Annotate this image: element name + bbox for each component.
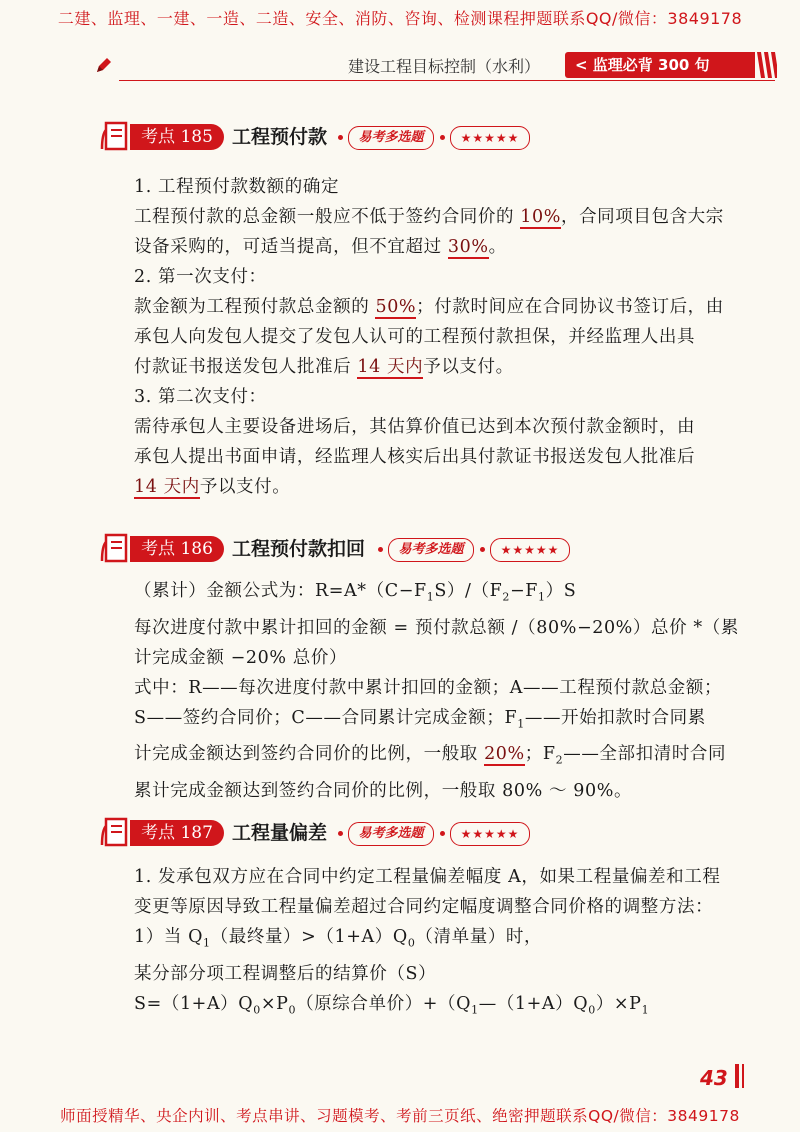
kaodian-label: 考点 186: [130, 536, 224, 562]
star-rating: ★★★★★: [450, 126, 530, 150]
difficulty-badge: 易考多选题: [348, 126, 434, 150]
text-run: 1）当 Q: [134, 927, 204, 947]
body-line: [134, 703, 754, 740]
kaodian-label: 考点 187: [130, 820, 224, 846]
notebook-icon: [100, 816, 130, 848]
body-line: [134, 922, 754, 959]
text-run: 2. 第一次支付：: [134, 267, 267, 287]
body-line: [134, 862, 754, 892]
page-header: [95, 52, 775, 82]
body-line: [134, 673, 754, 703]
text-run: 需待承包人主要设备进场后，其估算价值已达到本次预付款金额时，由: [134, 417, 696, 437]
text-run: 付款证书报送发包人批准后: [134, 357, 358, 377]
body-line: [134, 412, 754, 442]
header-rule: [119, 80, 775, 81]
text-run: 3. 第二次支付：: [134, 387, 267, 407]
text-run: ；付款时间应在合同协议书签订后，由: [416, 297, 724, 317]
highlighted-value: 10%: [520, 207, 561, 227]
subscript: 1: [538, 590, 546, 604]
text-run: 。: [488, 237, 507, 257]
highlighted-value: 30%: [447, 237, 489, 257]
subscript: 1: [426, 590, 435, 604]
text-run: 工程预付款的总金额一般应不低于签约合同价的: [134, 207, 521, 227]
text-run: 累计完成金额达到签约合同价的比例，一般取 80% ～ 90%。: [134, 780, 633, 801]
text-run: 1. 发承包双方应在合同中约定工程量偏差幅度 A，如果工程量偏差和工程: [134, 867, 721, 887]
kaodian-title: 工程预付款: [232, 126, 328, 148]
highlighted-value: 20%: [484, 744, 525, 764]
subscript: 0: [288, 1003, 297, 1016]
kaodian-187-body: [134, 862, 754, 1025]
text-run: 承包人向发包人提交了发包人认可的工程预付款担保，并经监理人出具: [134, 327, 696, 347]
text-run: −F: [509, 581, 538, 601]
body-line: [134, 382, 754, 412]
top-banner: 二建、监理、一建、一造、二造、安全、消防、咨询、检测课程押题联系QQ/微信：3849178: [57, 9, 743, 28]
body-line: [134, 232, 754, 262]
text-run: ——全部扣清时合同: [563, 744, 727, 764]
text-run: 式中：R——每次进度付款中累计扣回的金额；A——工程预付款总金额；: [134, 677, 723, 698]
kaodian-185-heading: [100, 120, 620, 154]
text-run: 某分部分项工程调整后的结算价（S）: [134, 963, 437, 984]
subscript: 1: [517, 717, 525, 730]
star-rating: ★★★★★: [490, 538, 570, 562]
text-run: （累计）金额公式为：R=A*（C−F: [134, 581, 427, 601]
kaodian-title: 工程预付款扣回: [232, 538, 366, 560]
text-run: 承包人提出书面申请，经监理人核实后出具付款证书报送发包人批准后: [134, 447, 696, 467]
text-run: 1. 工程预付款数额的确定: [134, 177, 340, 197]
kaodian-187-heading: [100, 816, 620, 850]
body-line: [134, 352, 754, 382]
bottom-banner: 师面授精华、央企内训、考点串讲、习题模考、考前三页纸、绝密押题联系QQ/微信：3849178: [60, 1107, 740, 1125]
text-run: 款金额为工程预付款总金额的: [134, 297, 376, 317]
body-line: [134, 776, 754, 806]
highlighted-value: 50%: [375, 297, 417, 317]
subscript: 1: [641, 1003, 650, 1016]
pencil-icon: [95, 56, 113, 74]
subscript: 1: [471, 1003, 479, 1016]
text-run: 每次进度付款中累计扣回的金额 = 预付款总额 /（80%−20%）总价 *（累: [134, 617, 739, 638]
highlighted-value: 14 天内: [134, 477, 200, 497]
difficulty-badge: 易考多选题: [348, 822, 434, 846]
kaodian-186-heading: [100, 532, 620, 566]
body-line: [134, 322, 754, 352]
body-line: [134, 442, 754, 472]
text-run: ——开始扣款时合同累: [524, 707, 706, 728]
text-run: （原综合单价）+（Q: [296, 993, 472, 1014]
text-run: S=（1+A）Q: [134, 993, 254, 1014]
notebook-icon: [100, 120, 130, 152]
kaodian-title: 工程量偏差: [232, 822, 328, 844]
dot-decoration: [480, 547, 485, 552]
kaodian-186-body: [134, 576, 754, 806]
subscript: 0: [407, 936, 416, 950]
notebook-icon: [100, 532, 130, 564]
body-line: [134, 892, 754, 922]
text-run: 予以支付。: [423, 357, 514, 377]
text-run: —（1+A）Q: [478, 993, 589, 1014]
text-run: 计完成金额 −20% 总价）: [134, 647, 348, 668]
dot-decoration: [338, 135, 343, 140]
body-line: [134, 262, 754, 292]
subscript: 0: [253, 1003, 261, 1016]
page-bar-decoration: [735, 1064, 739, 1088]
star-rating: ★★★★★: [450, 822, 530, 846]
text-run: ）S: [545, 581, 577, 601]
subscript: 2: [555, 753, 564, 767]
subscript: 2: [502, 590, 510, 604]
dot-decoration: [378, 547, 383, 552]
body-line: [134, 172, 754, 202]
body-line: [134, 576, 754, 613]
body-line: [134, 959, 754, 989]
kaodian-185-body: [134, 172, 754, 502]
subscript: 1: [203, 936, 211, 950]
dot-decoration: [338, 831, 343, 836]
body-line: [134, 989, 754, 1026]
body-line: [134, 739, 754, 776]
body-line: [134, 472, 754, 502]
page-number: 43: [700, 1066, 728, 1090]
body-line: [134, 613, 754, 643]
text-run: （清单量）时，: [415, 927, 543, 947]
text-run: ，合同项目包含大宗: [560, 207, 724, 227]
body-line: [134, 292, 754, 322]
stripes-decoration: [757, 52, 777, 78]
text-run: 计完成金额达到签约合同价的比例，一般取: [134, 744, 485, 764]
subscript: 0: [588, 1003, 596, 1016]
text-run: S）/（F: [434, 581, 503, 601]
text-run: ）×P: [595, 993, 642, 1014]
page-bar-decoration: [742, 1064, 744, 1088]
text-run: ；F: [524, 744, 556, 764]
body-line: [134, 643, 754, 673]
text-run: 设备采购的，可适当提高，但不宜超过: [134, 237, 448, 257]
series-tag: < 监理必背 300 句: [565, 52, 755, 78]
kaodian-label: 考点 185: [130, 124, 224, 150]
difficulty-badge: 易考多选题: [388, 538, 474, 562]
book-title: 建设工程目标控制（水利）: [348, 57, 541, 76]
text-run: 予以支付。: [199, 477, 291, 497]
text-run: ×P: [260, 993, 289, 1014]
text-run: 变更等原因导致工程量偏差超过合同约定幅度调整合同价格的调整方法：: [134, 897, 714, 917]
text-run: S——签约合同价；C——合同累计完成金额；F: [134, 707, 518, 728]
text-run: （最终量）>（1+A）Q: [210, 927, 408, 947]
body-line: [134, 202, 754, 232]
dot-decoration: [440, 831, 445, 836]
dot-decoration: [440, 135, 445, 140]
highlighted-value: 14 天内: [357, 357, 424, 377]
